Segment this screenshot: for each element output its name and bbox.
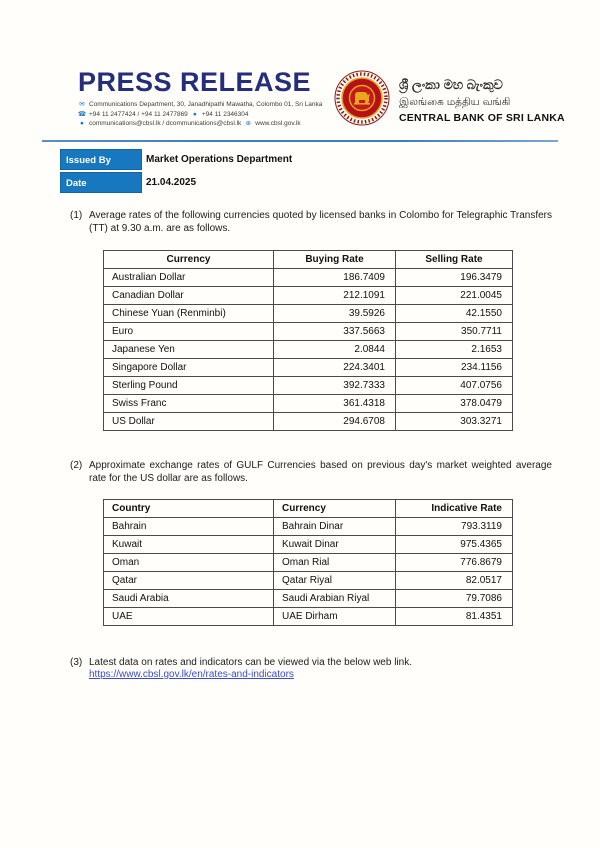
header — [78, 68, 338, 129]
tt-rates-table — [103, 250, 513, 431]
table-cell: Chinese Yuan (Renminbi) — [104, 305, 274, 323]
table-cell: 303.3271 — [396, 413, 513, 431]
table-row — [104, 572, 513, 590]
header-divider — [42, 140, 558, 142]
table-row — [104, 269, 513, 287]
table-cell: Qatar — [104, 572, 274, 590]
table-cell: 42.1550 — [396, 305, 513, 323]
column-header: Buying Rate — [274, 251, 396, 269]
envelope-icon: ✉ — [79, 101, 85, 108]
table-cell: 224.3401 — [274, 359, 396, 377]
table-row — [104, 395, 513, 413]
table-header-row — [104, 251, 513, 269]
table-cell: Kuwait — [104, 536, 274, 554]
table-cell: Oman — [104, 554, 274, 572]
table-cell: 2.0844 — [274, 341, 396, 359]
issued-by-value: Market Operations Department — [146, 154, 293, 165]
table-row — [104, 359, 513, 377]
table-header-row — [104, 500, 513, 518]
table-cell: UAE — [104, 608, 274, 626]
table-cell: 361.4318 — [274, 395, 396, 413]
table-cell: 337.5663 — [274, 323, 396, 341]
table-cell: 221.0045 — [396, 287, 513, 305]
table-cell: US Dollar — [104, 413, 274, 431]
table-cell: Qatar Riyal — [274, 572, 396, 590]
section-1-number: (1) — [70, 210, 83, 221]
section-2-text: Approximate exchange rates of GULF Currencies based on previous day's market weighted average rate for the US dollar are as follows. — [89, 460, 552, 484]
table-row — [104, 518, 513, 536]
table-cell: 407.0756 — [396, 377, 513, 395]
issued-by-label: Issued By — [60, 149, 142, 170]
table-row — [104, 305, 513, 323]
table-cell: 350.7711 — [396, 323, 513, 341]
bank-name-block — [399, 76, 565, 126]
table-cell: UAE Dirham — [274, 608, 396, 626]
table-row — [104, 590, 513, 608]
contact-address-line — [78, 100, 338, 110]
table-cell: Bahrain — [104, 518, 274, 536]
contact-phone-line — [78, 110, 338, 120]
table-row — [104, 413, 513, 431]
date-value: 21.04.2025 — [146, 177, 197, 188]
page-title: PRESS RELEASE — [78, 67, 312, 97]
table-cell: Singapore Dollar — [104, 359, 274, 377]
table-row — [104, 377, 513, 395]
column-header: Country — [104, 500, 274, 518]
column-header: Selling Rate — [396, 251, 513, 269]
table-cell: Australian Dollar — [104, 269, 274, 287]
table-row — [104, 341, 513, 359]
globe-icon: ⊕ — [245, 120, 251, 127]
contact-fax: +94 11 2346304 — [201, 110, 249, 118]
table-cell: Saudi Arabia — [104, 590, 274, 608]
table-cell: 776.8679 — [396, 554, 513, 572]
bank-name-tamil: இலங்கை மத்திய வங்கி — [399, 95, 511, 108]
section-2-number: (2) — [70, 460, 83, 471]
column-header: Currency — [104, 251, 274, 269]
table-cell: Japanese Yen — [104, 341, 274, 359]
table-cell: Euro — [104, 323, 274, 341]
contact-website: www.cbsl.gov.lk — [255, 120, 301, 127]
bank-identity — [334, 70, 565, 131]
table-cell: 196.3479 — [396, 269, 513, 287]
table-cell: 392.7333 — [274, 377, 396, 395]
table-cell: Bahrain Dinar — [274, 518, 396, 536]
contact-address: Communications Department, 30, Janadhipathi Mawatha, Colombo 01, Sri Lanka — [89, 101, 323, 108]
table-cell: Swiss Franc — [104, 395, 274, 413]
table-cell: Canadian Dollar — [104, 287, 274, 305]
table-cell: 378.0479 — [396, 395, 513, 413]
table-cell: 975.4365 — [396, 536, 513, 554]
column-header: Currency — [274, 500, 396, 518]
section-1-paragraph — [70, 209, 552, 235]
table-cell: Kuwait Dinar — [274, 536, 396, 554]
contact-emails: communications@cbsl.lk / dcommunications@cbsl.lk — [89, 120, 242, 127]
phone-icon: ☎ — [78, 110, 87, 118]
table-cell: 234.1156 — [396, 359, 513, 377]
section-3-number: (3) — [70, 657, 83, 668]
table-row — [104, 554, 513, 572]
table-cell: Sterling Pound — [104, 377, 274, 395]
table-cell: 82.0517 — [396, 572, 513, 590]
issued-by-row — [60, 149, 292, 170]
contact-email-line — [78, 119, 338, 129]
table-cell: 186.7409 — [274, 269, 396, 287]
table-cell: 2.1653 — [396, 341, 513, 359]
table-cell: Oman Rial — [274, 554, 396, 572]
table-cell: Saudi Arabian Riyal — [274, 590, 396, 608]
email-badge-icon: ● — [80, 120, 84, 127]
table-row — [104, 608, 513, 626]
section-1-text: Average rates of the following currencies quoted by licensed banks in Colombo for Telegraphic Transfers (TT) at 9.30 a.m. are as follows. — [89, 210, 552, 234]
contact-phones: +94 11 2477424 / +94 11 2477869 — [89, 110, 188, 118]
rates-indicators-link[interactable]: https://www.cbsl.gov.lk/en/rates-and-indicators — [89, 669, 294, 680]
table-cell: 81.4351 — [396, 608, 513, 626]
cbsl-seal-icon — [334, 70, 390, 131]
table-row — [104, 323, 513, 341]
section-2-paragraph — [70, 459, 552, 485]
table-row — [104, 287, 513, 305]
gulf-rates-table — [103, 499, 513, 626]
bank-name-sinhala: ශ්‍රී ලංකා මහ බැංකුව — [399, 76, 503, 92]
section-3-paragraph — [70, 656, 552, 669]
bank-name-english: CENTRAL BANK OF SRI LANKA — [399, 111, 565, 124]
date-label: Date — [60, 172, 142, 193]
table-cell: 793.3119 — [396, 518, 513, 536]
date-row — [60, 172, 196, 193]
section-3-text: Latest data on rates and indicators can be viewed via the below web link. — [89, 657, 412, 668]
table-cell: 39.5926 — [274, 305, 396, 323]
fax-badge-icon: ● — [192, 110, 197, 118]
table-cell: 294.6708 — [274, 413, 396, 431]
column-header: Indicative Rate — [396, 500, 513, 518]
table-cell: 212.1091 — [274, 287, 396, 305]
table-cell: 79.7086 — [396, 590, 513, 608]
table-row — [104, 536, 513, 554]
